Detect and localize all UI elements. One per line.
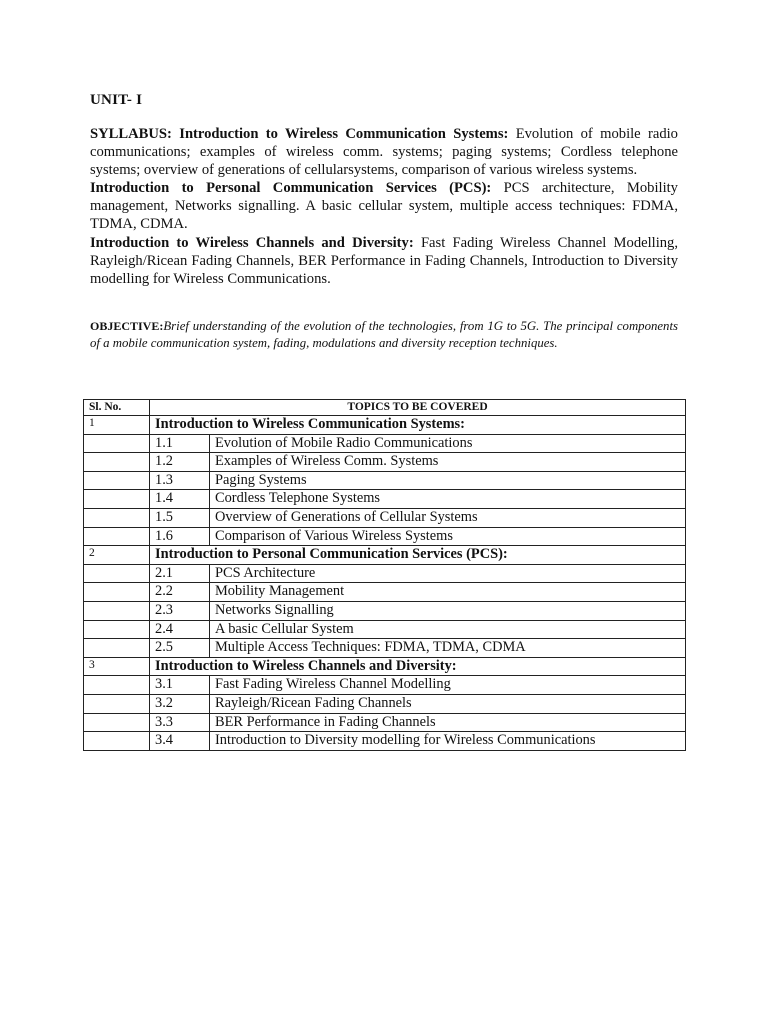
topic-number: 2.5 xyxy=(150,639,210,658)
syllabus-label: SYLLABUS: xyxy=(90,126,172,142)
empty-cell xyxy=(84,527,150,546)
empty-cell xyxy=(84,639,150,658)
section-row xyxy=(84,546,686,565)
unit-title: UNIT- I xyxy=(90,92,143,108)
topic-title: Multiple Access Techniques: FDMA, TDMA, CDMA xyxy=(210,639,686,658)
table-row xyxy=(84,620,686,639)
topic-number: 1.3 xyxy=(150,471,210,490)
topic-number: 1.4 xyxy=(150,490,210,509)
topic-title: Introduction to Diversity modelling for Wireless Communications xyxy=(210,732,686,751)
topic-number: 3.3 xyxy=(150,713,210,732)
empty-cell xyxy=(84,676,150,695)
section-row xyxy=(84,657,686,676)
table-row xyxy=(84,490,686,509)
table-row xyxy=(84,583,686,602)
section-number: 2 xyxy=(84,546,150,565)
topic-number: 1.6 xyxy=(150,527,210,546)
syllabus-heading-1: Introduction to Wireless Communication Systems: xyxy=(179,126,509,142)
syllabus-heading-3: Introduction to Wireless Channels and Diversity: xyxy=(90,234,414,251)
table-row xyxy=(84,471,686,490)
table-row xyxy=(84,564,686,583)
table-row xyxy=(84,676,686,695)
syllabus-text-3: Fast Fading Wireless Channel Modelling, Rayleigh/Ricean Fading Channels, BER Performance in Fading Channels, Introduction to Diversity modelling for Wireless Communications. xyxy=(90,234,678,287)
empty-cell xyxy=(84,620,150,639)
section-row xyxy=(84,416,686,435)
empty-cell xyxy=(84,564,150,583)
topic-number: 2.3 xyxy=(150,601,210,620)
section-title: Introduction to Wireless Communication Systems: xyxy=(150,416,686,435)
syllabus-heading-2: Introduction to Personal Communication Services (PCS): xyxy=(90,180,492,197)
table-row xyxy=(84,453,686,472)
topic-number: 2.2 xyxy=(150,583,210,602)
syllabus-text-2: PCS architecture, Mobility management, Networks signalling. A basic cellular system, multiple access techniques: FDMA, TDMA, CDMA. xyxy=(90,180,678,233)
empty-cell xyxy=(84,601,150,620)
empty-cell xyxy=(84,694,150,713)
header-sl-no: Sl. No. xyxy=(84,400,150,416)
topic-number: 3.1 xyxy=(150,676,210,695)
section-title: Introduction to Wireless Channels and Diversity: xyxy=(150,657,686,676)
table-row xyxy=(84,508,686,527)
header-topics: TOPICS TO BE COVERED xyxy=(150,400,686,416)
topic-title: PCS Architecture xyxy=(210,564,686,583)
table-row xyxy=(84,527,686,546)
empty-cell xyxy=(84,490,150,509)
topic-number: 3.4 xyxy=(150,732,210,751)
syllabus-section xyxy=(90,125,678,288)
topic-number: 3.2 xyxy=(150,694,210,713)
objective-section xyxy=(90,318,678,352)
topic-number: 1.1 xyxy=(150,434,210,453)
topic-title: Rayleigh/Ricean Fading Channels xyxy=(210,694,686,713)
topic-title: Networks Signalling xyxy=(210,601,686,620)
table-row xyxy=(84,713,686,732)
section-number: 1 xyxy=(84,416,150,435)
topics-table xyxy=(83,399,686,751)
empty-cell xyxy=(84,508,150,527)
topic-title: BER Performance in Fading Channels xyxy=(210,713,686,732)
topic-title: Fast Fading Wireless Channel Modelling xyxy=(210,676,686,695)
objective-text: Brief understanding of the evolution of the technologies, from 1G to 5G. The principal components of a mobile communication system, fading, modulations and diversity reception techniques. xyxy=(90,319,678,350)
empty-cell xyxy=(84,453,150,472)
syllabus-text-1: Evolution of mobile radio communications; examples of wireless comm. systems; paging systems; Cordless telephone systems; overview of generations of cellularsystems, comparison of various wireless systems. xyxy=(90,126,678,179)
topic-title: Paging Systems xyxy=(210,471,686,490)
topic-number: 2.4 xyxy=(150,620,210,639)
empty-cell xyxy=(84,434,150,453)
topic-title: Mobility Management xyxy=(210,583,686,602)
topic-title: Cordless Telephone Systems xyxy=(210,490,686,509)
table-body xyxy=(84,416,686,751)
syllabus-paragraph-3 xyxy=(90,234,678,288)
topic-title: A basic Cellular System xyxy=(210,620,686,639)
table-row xyxy=(84,732,686,751)
empty-cell xyxy=(84,732,150,751)
table-row xyxy=(84,639,686,658)
empty-cell xyxy=(84,713,150,732)
topic-number: 2.1 xyxy=(150,564,210,583)
topic-number: 1.5 xyxy=(150,508,210,527)
topic-number: 1.2 xyxy=(150,453,210,472)
syllabus-paragraph-1 xyxy=(90,125,678,179)
syllabus-paragraph-2 xyxy=(90,179,678,233)
topic-title: Evolution of Mobile Radio Communications xyxy=(210,434,686,453)
table-row xyxy=(84,434,686,453)
table-header-row xyxy=(84,400,686,416)
topic-title: Comparison of Various Wireless Systems xyxy=(210,527,686,546)
table-row xyxy=(84,601,686,620)
empty-cell xyxy=(84,471,150,490)
topic-title: Overview of Generations of Cellular Systems xyxy=(210,508,686,527)
topic-title: Examples of Wireless Comm. Systems xyxy=(210,453,686,472)
empty-cell xyxy=(84,583,150,602)
objective-label: OBJECTIVE: xyxy=(90,319,164,333)
section-title: Introduction to Personal Communication Services (PCS): xyxy=(150,546,686,565)
table-row xyxy=(84,694,686,713)
section-number: 3 xyxy=(84,657,150,676)
